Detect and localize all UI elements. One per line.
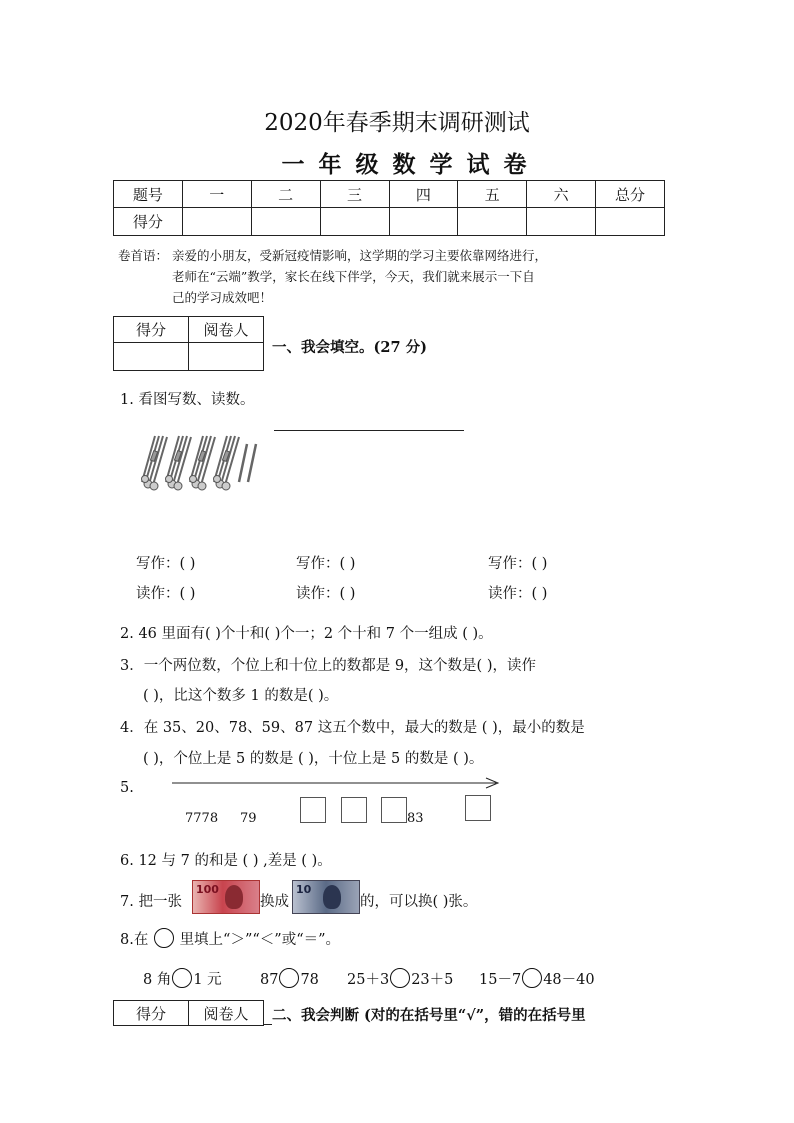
compare-item bbox=[347, 968, 453, 989]
score-cell[interactable] bbox=[320, 208, 389, 236]
compare-right: 1 元 bbox=[193, 972, 222, 988]
grader-reviewer-label: 阅卷人 bbox=[189, 317, 264, 343]
q1-write-label: 写作：( ) bbox=[296, 556, 356, 572]
q6-text: 6. 12 与 7 的和是 ( ) ,差是 ( )。 bbox=[120, 853, 332, 869]
score-cell[interactable] bbox=[527, 208, 596, 236]
score-header-cell: 二 bbox=[251, 181, 320, 208]
section1-title: 一、我会填空。(27 分) bbox=[272, 339, 427, 356]
score-table-score-row bbox=[114, 208, 665, 236]
compare-left: 25＋3 bbox=[347, 972, 390, 988]
portrait-icon bbox=[225, 885, 243, 909]
stick-bundle bbox=[190, 436, 216, 490]
score-header-cell: 一 bbox=[182, 181, 251, 208]
compare-left: 87 bbox=[260, 972, 279, 988]
q4-line1: 4．在 35、20、78、59、87 这五个数中，最大的数是 ( )，最小的数是 bbox=[120, 720, 585, 736]
preface-line: 亲爱的小朋友，受新冠疫情影响，这学期的学习主要依靠网络进行， bbox=[172, 248, 548, 263]
compare-answer-circle[interactable] bbox=[522, 968, 542, 988]
portrait-icon bbox=[323, 885, 341, 909]
single-stick bbox=[248, 444, 256, 482]
q7-part3: 的，可以换( )张。 bbox=[360, 894, 478, 910]
number-line-arrow bbox=[170, 776, 502, 790]
q5-label: 5. bbox=[120, 780, 134, 796]
score-cell[interactable] bbox=[596, 208, 665, 236]
score-header-cell: 题号 bbox=[114, 181, 183, 208]
stick-bundles-image bbox=[135, 432, 265, 494]
grader-score-cell[interactable] bbox=[114, 343, 189, 371]
compare-item bbox=[479, 968, 595, 989]
exam-title: 2020年春季期末调研测试 bbox=[264, 110, 530, 136]
preface-label: 卷首语： bbox=[118, 248, 169, 263]
number-line-value: 83 bbox=[407, 811, 424, 826]
grader-reviewer-cell[interactable] bbox=[189, 343, 264, 371]
grader-score-label: 得分 bbox=[114, 317, 189, 343]
q8-prefix: 8.在 bbox=[120, 932, 149, 948]
compare-answer-circle[interactable] bbox=[390, 968, 410, 988]
compare-right: 78 bbox=[300, 972, 319, 988]
compare-circle-icon bbox=[154, 928, 174, 948]
q8-part1 bbox=[120, 928, 340, 949]
score-row-label: 得分 bbox=[114, 208, 183, 236]
note-denomination: 100 bbox=[196, 883, 219, 896]
compare-right: 23＋5 bbox=[411, 972, 454, 988]
single-stick bbox=[239, 444, 247, 482]
score-header-cell: 六 bbox=[527, 181, 596, 208]
score-table bbox=[113, 180, 665, 236]
q7-part2: 换成 bbox=[260, 894, 289, 910]
note-denomination: 10 bbox=[296, 883, 312, 896]
score-cell[interactable] bbox=[182, 208, 251, 236]
number-line-answer-box[interactable] bbox=[381, 797, 407, 823]
score-cell[interactable] bbox=[458, 208, 527, 236]
preface-line: 己的学习成效吧！ bbox=[172, 290, 273, 305]
q4-line2: ( )，个位上是 5 的数是 ( )，十位上是 5 的数是 ( )。 bbox=[143, 751, 484, 767]
section2-title: 二、我会判断 (对的在括号里“√”，错的在括号里 bbox=[272, 1007, 586, 1024]
compare-answer-circle[interactable] bbox=[172, 968, 192, 988]
q1-text: 1. 看图写数、读数。 bbox=[120, 392, 255, 408]
q1-answer-line[interactable] bbox=[274, 430, 464, 431]
score-header-cell: 五 bbox=[458, 181, 527, 208]
banknote-10-image bbox=[292, 880, 360, 914]
stick-bundle bbox=[214, 436, 240, 490]
score-table-header-row bbox=[114, 181, 665, 208]
stick-bundle bbox=[166, 436, 192, 490]
compare-item bbox=[260, 968, 319, 988]
number-line-answer-box[interactable] bbox=[300, 797, 326, 823]
number-line-value: 79 bbox=[240, 811, 257, 826]
preface-line: 老师在“云端”教学，家长在线下伴学，今天，我们就来展示一下自 bbox=[172, 269, 535, 284]
q1-read-label: 读作：( ) bbox=[136, 586, 196, 602]
compare-left: 15－7 bbox=[479, 972, 522, 988]
compare-left: 8 角 bbox=[143, 972, 172, 988]
number-line-value: 7778 bbox=[185, 811, 219, 826]
number-line-answer-box[interactable] bbox=[465, 795, 491, 821]
grader-reviewer-label: 阅卷人 bbox=[189, 1001, 264, 1026]
q8-instruction: 里填上“＞”“＜”或“＝”。 bbox=[179, 932, 341, 948]
q1-read-label: 读作：( ) bbox=[296, 586, 356, 602]
compare-answer-circle[interactable] bbox=[279, 968, 299, 988]
score-header-cell: 总分 bbox=[596, 181, 665, 208]
grader-box bbox=[113, 316, 264, 371]
q1-write-label: 写作：( ) bbox=[136, 556, 196, 572]
exam-subtitle: 一年级数学试卷 bbox=[281, 151, 541, 178]
q7-part1: 7. 把一张 bbox=[120, 894, 182, 910]
score-cell[interactable] bbox=[251, 208, 320, 236]
banknote-100-image bbox=[192, 880, 260, 914]
compare-item bbox=[143, 968, 222, 989]
score-header-cell: 四 bbox=[389, 181, 458, 208]
score-cell[interactable] bbox=[389, 208, 458, 236]
score-header-cell: 三 bbox=[320, 181, 389, 208]
q3-line1: 3．一个两位数，个位上和十位上的数都是 9，这个数是( )，读作 bbox=[120, 658, 536, 674]
compare-right: 48－40 bbox=[543, 972, 595, 988]
grader-score-label: 得分 bbox=[114, 1001, 189, 1026]
grader-box bbox=[113, 1000, 264, 1026]
q1-read-label: 读作：( ) bbox=[488, 586, 548, 602]
q3-line2: ( )，比这个数多 1 的数是( )。 bbox=[143, 688, 339, 704]
number-line-answer-box[interactable] bbox=[341, 797, 367, 823]
stick-bundle bbox=[142, 436, 168, 490]
section-divider bbox=[264, 1024, 272, 1025]
q1-write-label: 写作：( ) bbox=[488, 556, 548, 572]
q2-text: 2. 46 里面有( )个十和( )个一；2 个十和 7 个一组成 ( )。 bbox=[120, 626, 493, 642]
